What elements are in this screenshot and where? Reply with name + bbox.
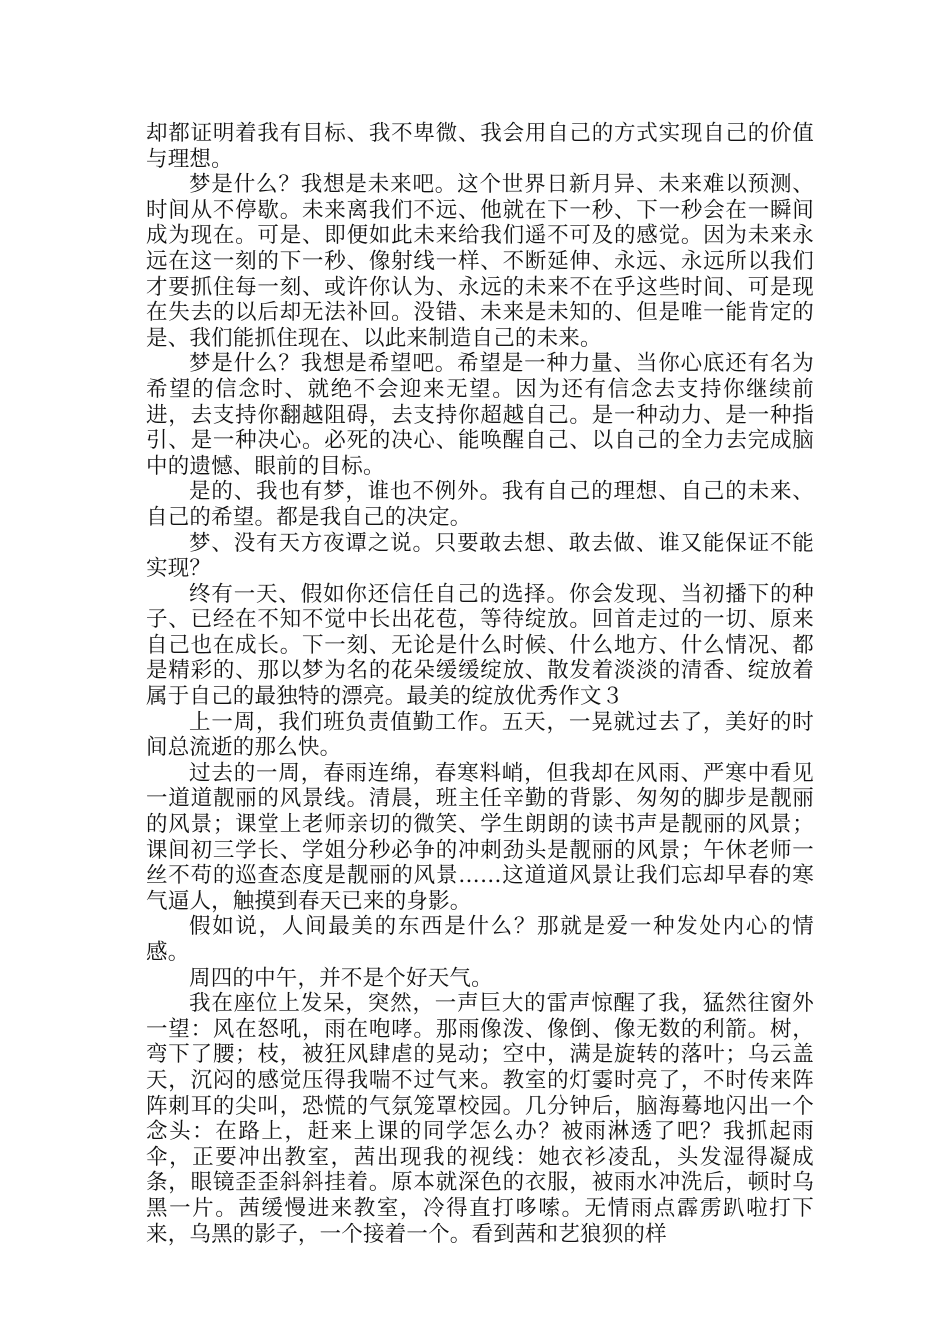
paragraph-2: 梦是什么？我想是未来吧。这个世界日新月异、未来难以预测、时间从不停歇。未来离我们不远、他就在下一秒、下一秒会在一瞬间成为现在。可是、即便如此未来给我们遥不可及的感觉。因为未来永远在这一刻的下一秒、像射线一样、不断延伸、永远、永远所以我们才要抓住每一刻、或许你认为、永远的未来不在乎这些时间、可是现在失去的以后却无法补回。没错、未来是未知的、但是唯一能肯定的是、我们能抓住现在、以此来制造自己的未来。 (146, 172, 814, 351)
paragraph-3: 梦是什么？我想是希望吧。希望是一种力量、当你心底还有名为希望的信念时、就绝不会迎来无望。因为还有信念去支持你继续前进，去支持你翻越阻碍，去支持你超越自己。是一种动力、是一种指引、是一种决心。必死的决心、能唤醒自己、以自己的全力去完成脑中的遗憾、眼前的目标。 (146, 351, 814, 479)
document-body (146, 121, 814, 1247)
paragraph-11: 我在座位上发呆，突然，一声巨大的雷声惊醒了我，猛然往窗外一望：风在怒吼，雨在咆哮。那雨像泼、像倒、像无数的利箭。树，弯下了腰；枝，被狂风肆虐的晃动；空中，满是旋转的落叶；乌云盖天，沉闷的感觉压得我喘不过气来。教室的灯霎时亮了，不时传来阵阵刺耳的尖叫，恐慌的气氛笼罩校园。几分钟后，脑海蓦地闪出一个念头：在路上，赶来上课的同学怎么办？被雨淋透了吧？我抓起雨伞，正要冲出教室，茜出现我的视线：她衣衫凌乱，头发湿得凝成条，眼镜歪歪斜斜挂着。原本就深色的衣服，被雨水冲洗后，顿时乌黑一片。茜缓慢进来教室，冷得直打哆嗦。无情雨点霹雳趴啦打下来，乌黑的影子，一个接着一个。看到茜和艺狼狈的样 (146, 991, 814, 1247)
paragraph-4: 是的、我也有梦，谁也不例外。我有自己的理想、自己的未来、自己的希望。都是我自己的决定。 (146, 479, 814, 530)
paragraph-1: 却都证明着我有目标、我不卑微、我会用自己的方式实现自己的价值与理想。 (146, 121, 814, 172)
paragraph-6: 终有一天、假如你还信任自己的选择。你会发现、当初播下的种子、已经在不知不觉中长出花苞，等待绽放。回首走过的一切、原来自己也在成长。下一刻、无论是什么时候、什么地方、什么情况、都是精彩的、那以梦为名的花朵缓缓绽放、散发着淡淡的清香、绽放着属于自己的最独特的漂亮。最美的绽放优秀作文３ (146, 581, 814, 710)
paragraph-8: 过去的一周，春雨连绵，春寒料峭，但我却在风雨、严寒中看见一道道靓丽的风景线。清晨，班主任辛勤的背影、匆匆的脚步是靓丽的风景；课堂上老师亲切的微笑、学生朗朗的读书声是靓丽的风景；课间初三学长、学姐分秒必争的冲刺劲头是靓丽的风景；午休老师一丝不苟的巡查态度是靓丽的风景……这道道风景让我们忘却早春的寒气逼人，触摸到春天已来的身影。 (146, 760, 814, 914)
paragraph-7: 上一周，我们班负责值勤工作。五天，一晃就过去了，美好的时间总流逝的那么快。 (146, 709, 814, 761)
paragraph-10: 周四的中午，并不是个好天气。 (189, 965, 493, 991)
paragraph-5: 梦、没有天方夜谭之说。只要敢去想、敢去做、谁又能保证不能实现？ (146, 530, 814, 582)
paragraph-9: 假如说，人间最美的东西是什么？那就是爱一种发处内心的情感。 (146, 914, 814, 965)
